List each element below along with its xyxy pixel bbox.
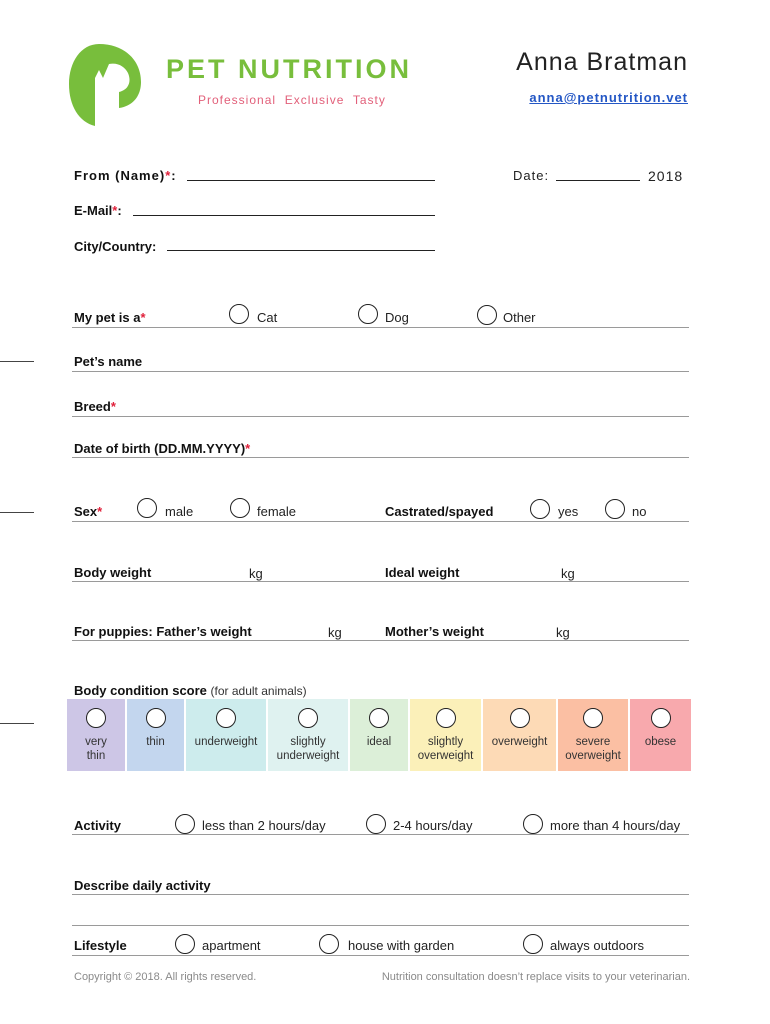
lifestyle-apartment-radio[interactable] xyxy=(175,934,195,954)
lifestyle-outdoors-label: always outdoors xyxy=(550,938,644,953)
bcs-option[interactable] xyxy=(558,699,628,771)
bcs-option[interactable] xyxy=(350,699,408,771)
bcs-heading: Body condition score (for adult animals) xyxy=(74,683,307,698)
sex-male-label: male xyxy=(165,504,194,519)
sex-label: Sex* xyxy=(74,504,103,519)
pet-type-dog-radio[interactable] xyxy=(358,304,378,324)
bcs-label-line1: thin xyxy=(146,736,165,748)
bcs-option[interactable] xyxy=(127,699,184,771)
bcs-option-label xyxy=(186,735,266,749)
activity-mid-radio[interactable] xyxy=(366,814,386,834)
city-country-field[interactable] xyxy=(167,250,435,251)
activity-high-radio[interactable] xyxy=(523,814,543,834)
bcs-option-label xyxy=(410,735,481,763)
bcs-label-line1: obese xyxy=(644,736,677,748)
body-weight-unit: kg xyxy=(249,566,263,581)
pet-type-cat-radio[interactable] xyxy=(229,304,249,324)
pet-type-other-radio[interactable] xyxy=(477,305,497,325)
activity-high-label: more than 4 hours/day xyxy=(550,818,681,833)
divider xyxy=(72,327,689,328)
bcs-label-line2: thin xyxy=(86,750,106,762)
bcs-option[interactable] xyxy=(410,699,481,771)
bcs-radio[interactable] xyxy=(651,708,671,728)
bcs-label-line1: slightly xyxy=(427,736,464,748)
margin-tick xyxy=(0,723,34,724)
bcs-radio[interactable] xyxy=(298,708,318,728)
lifestyle-house-radio[interactable] xyxy=(319,934,339,954)
from-name-label: From (Name)*: xyxy=(74,168,177,183)
pet-type-other-label: Other xyxy=(503,310,536,325)
castrated-yes-radio[interactable] xyxy=(530,499,550,519)
sex-female-radio[interactable] xyxy=(230,498,250,518)
father-weight-unit: kg xyxy=(328,625,342,640)
logo-icon xyxy=(69,44,143,126)
mother-weight-label: Mother’s weight xyxy=(385,624,484,639)
divider xyxy=(72,834,689,835)
date-field[interactable] xyxy=(556,180,640,181)
pet-type-dog-label: Dog xyxy=(385,310,409,325)
bcs-label-line1: very xyxy=(85,736,107,748)
lifestyle-label: Lifestyle xyxy=(74,938,127,953)
bcs-label-line1: underweight xyxy=(194,736,258,748)
divider xyxy=(72,521,689,522)
sex-female-label: female xyxy=(257,504,297,519)
bcs-radio[interactable] xyxy=(436,708,456,728)
margin-tick xyxy=(0,512,34,513)
breed-label: Breed* xyxy=(74,399,116,414)
mother-weight-unit: kg xyxy=(556,625,570,640)
bcs-label-line1: ideal xyxy=(366,736,392,748)
footer-copyright: Copyright © 2018. All rights reserved. xyxy=(74,971,257,983)
bcs-option-label xyxy=(67,735,125,763)
body-weight-label: Body weight xyxy=(74,565,152,580)
activity-mid-label: 2-4 hours/day xyxy=(393,818,473,833)
bcs-radio[interactable] xyxy=(369,708,389,728)
email-label: E-Mail*: xyxy=(74,203,122,218)
weight-field[interactable] xyxy=(72,581,689,582)
ideal-weight-unit: kg xyxy=(561,566,575,581)
bcs-option[interactable] xyxy=(483,699,556,771)
dob-label: Date of birth (DD.MM.YYYY)* xyxy=(74,441,251,456)
bcs-label-line2: overweight xyxy=(417,750,474,762)
bcs-option-label xyxy=(630,735,691,749)
castrated-label: Castrated/spayed xyxy=(385,504,494,519)
lifestyle-house-label: house with garden xyxy=(348,938,455,953)
bcs-option-label xyxy=(558,735,628,763)
bcs-option-label xyxy=(350,735,408,749)
castrated-yes-label: yes xyxy=(558,504,579,519)
bcs-label-line2: underweight xyxy=(276,750,340,762)
bcs-option-label xyxy=(483,735,556,749)
bcs-option[interactable] xyxy=(630,699,691,771)
bcs-radio[interactable] xyxy=(146,708,166,728)
pet-name-field[interactable] xyxy=(72,371,689,372)
margin-tick xyxy=(0,361,34,362)
bcs-option[interactable] xyxy=(186,699,266,771)
bcs-label-line2: overweight xyxy=(565,750,621,762)
contact-name: Anna Bratman xyxy=(516,48,688,76)
daily-activity-field-line2[interactable] xyxy=(72,925,689,926)
divider xyxy=(72,955,689,956)
email-field[interactable] xyxy=(133,215,435,216)
bcs-label-line1: slightly xyxy=(290,736,326,748)
contact-email-link[interactable]: anna@petnutrition.vet xyxy=(529,90,688,105)
footer-disclaimer: Nutrition consultation doesn’t replace visits to your veterinarian. xyxy=(381,971,690,983)
activity-label: Activity xyxy=(74,818,121,833)
father-weight-label: For puppies: Father’s weight xyxy=(74,624,252,639)
ideal-weight-label: Ideal weight xyxy=(385,565,460,580)
bcs-option-label xyxy=(268,735,348,763)
city-country-label: City/Country: xyxy=(74,239,157,254)
dob-field[interactable] xyxy=(72,457,689,458)
lifestyle-outdoors-radio[interactable] xyxy=(523,934,543,954)
bcs-radio[interactable] xyxy=(510,708,530,728)
activity-low-label: less than 2 hours/day xyxy=(202,818,326,833)
activity-low-radio[interactable] xyxy=(175,814,195,834)
daily-activity-field[interactable] xyxy=(72,894,689,895)
castrated-no-label: no xyxy=(632,504,647,519)
bcs-label-line1: overweight xyxy=(491,736,548,748)
pet-name-label: Pet’s name xyxy=(74,354,143,369)
date-year: 2018 xyxy=(648,168,684,184)
puppy-weight-field[interactable] xyxy=(72,640,689,641)
bcs-label-line1: severe xyxy=(575,736,611,748)
date-label: Date: xyxy=(513,168,550,183)
daily-activity-label: Describe daily activity xyxy=(74,878,211,893)
pet-type-label: My pet is a* xyxy=(74,310,146,325)
brand-name: PET NUTRITION xyxy=(166,54,412,84)
bcs-option[interactable] xyxy=(268,699,348,771)
lifestyle-apartment-label: apartment xyxy=(202,938,261,953)
pet-type-cat-label: Cat xyxy=(257,310,278,325)
bcs-radio[interactable] xyxy=(216,708,236,728)
sex-male-radio[interactable] xyxy=(137,498,157,518)
from-name-field[interactable] xyxy=(187,180,435,181)
bcs-radio[interactable] xyxy=(583,708,603,728)
bcs-option-label xyxy=(127,735,184,749)
bcs-radio[interactable] xyxy=(86,708,106,728)
bcs-option[interactable] xyxy=(67,699,125,771)
breed-field[interactable] xyxy=(72,416,689,417)
castrated-no-radio[interactable] xyxy=(605,499,625,519)
brand-tagline: Professional Exclusive Tasty xyxy=(198,93,386,107)
